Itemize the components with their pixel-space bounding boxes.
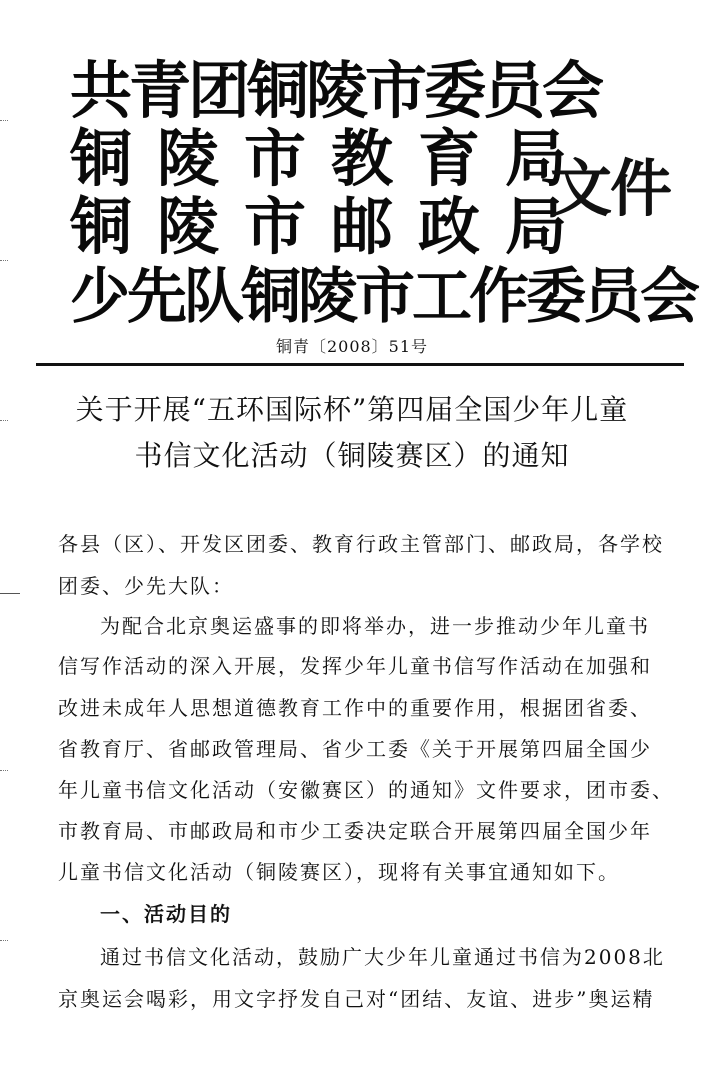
notice-title-line-2: 书信文化活动（铜陵赛区）的通知 [134, 439, 570, 472]
org-name-education-bureau: 铜陵市教育局 [70, 122, 593, 195]
paragraph-line: 市教育局、市邮政局和市少工委决定联合开展第四届全国少年 [58, 819, 652, 843]
scan-edge-mark [0, 420, 8, 421]
scan-edge-mark [0, 770, 8, 771]
document-number: 铜青〔2008〕51号 [275, 337, 429, 356]
scan-edge-mark [0, 260, 8, 261]
paragraph-line: 京奥运会喝彩，用文字抒发自己对“团结、友谊、进步”奥运精 [58, 987, 655, 1011]
header-divider [36, 363, 684, 366]
paragraph-line: 为配合北京奥运盛事的即将举办，进一步推动少年儿童书 [100, 614, 650, 638]
org-name-young-pioneers: 少先队铜陵市工作委员会 [70, 262, 697, 332]
paragraph-line: 信写作活动的深入开展，发挥少年儿童书信写作活动在加强和 [58, 654, 652, 678]
binding-mark [0, 593, 20, 594]
paragraph-line: 儿童书信文化活动（铜陵赛区），现将有关事宜通知如下。 [58, 860, 620, 884]
org-name-post-bureau: 铜陵市邮政局 [70, 190, 593, 263]
letterhead [70, 54, 697, 332]
notice-title-line-1: 关于开展“五环国际杯”第四届全国少年儿童 [75, 393, 629, 426]
doc-type-label: 文件 [550, 152, 671, 225]
salutation-line-1: 各县（区）、开发区团委、教育行政主管部门、邮政局，各学校 [58, 532, 664, 556]
section-heading: 一、活动目的 [100, 902, 232, 926]
org-name-league: 共青团铜陵市委员会 [70, 54, 602, 127]
scan-edge-mark [0, 940, 8, 941]
paragraph-line: 通过书信文化活动，鼓励广大少年儿童通过书信为2008北 [100, 945, 665, 969]
paragraph-line: 年儿童书信文化活动（安徽赛区）的通知》文件要求，团市委、 [58, 778, 674, 802]
paragraph-line: 省教育厅、省邮政管理局、省少工委《关于开展第四届全国少 [58, 737, 652, 761]
paragraph-line: 改进未成年人思想道德教育工作中的重要作用，根据团省委、 [58, 696, 652, 720]
scan-edge-mark [0, 120, 8, 121]
salutation-line-2: 团委、少先大队： [58, 574, 234, 598]
